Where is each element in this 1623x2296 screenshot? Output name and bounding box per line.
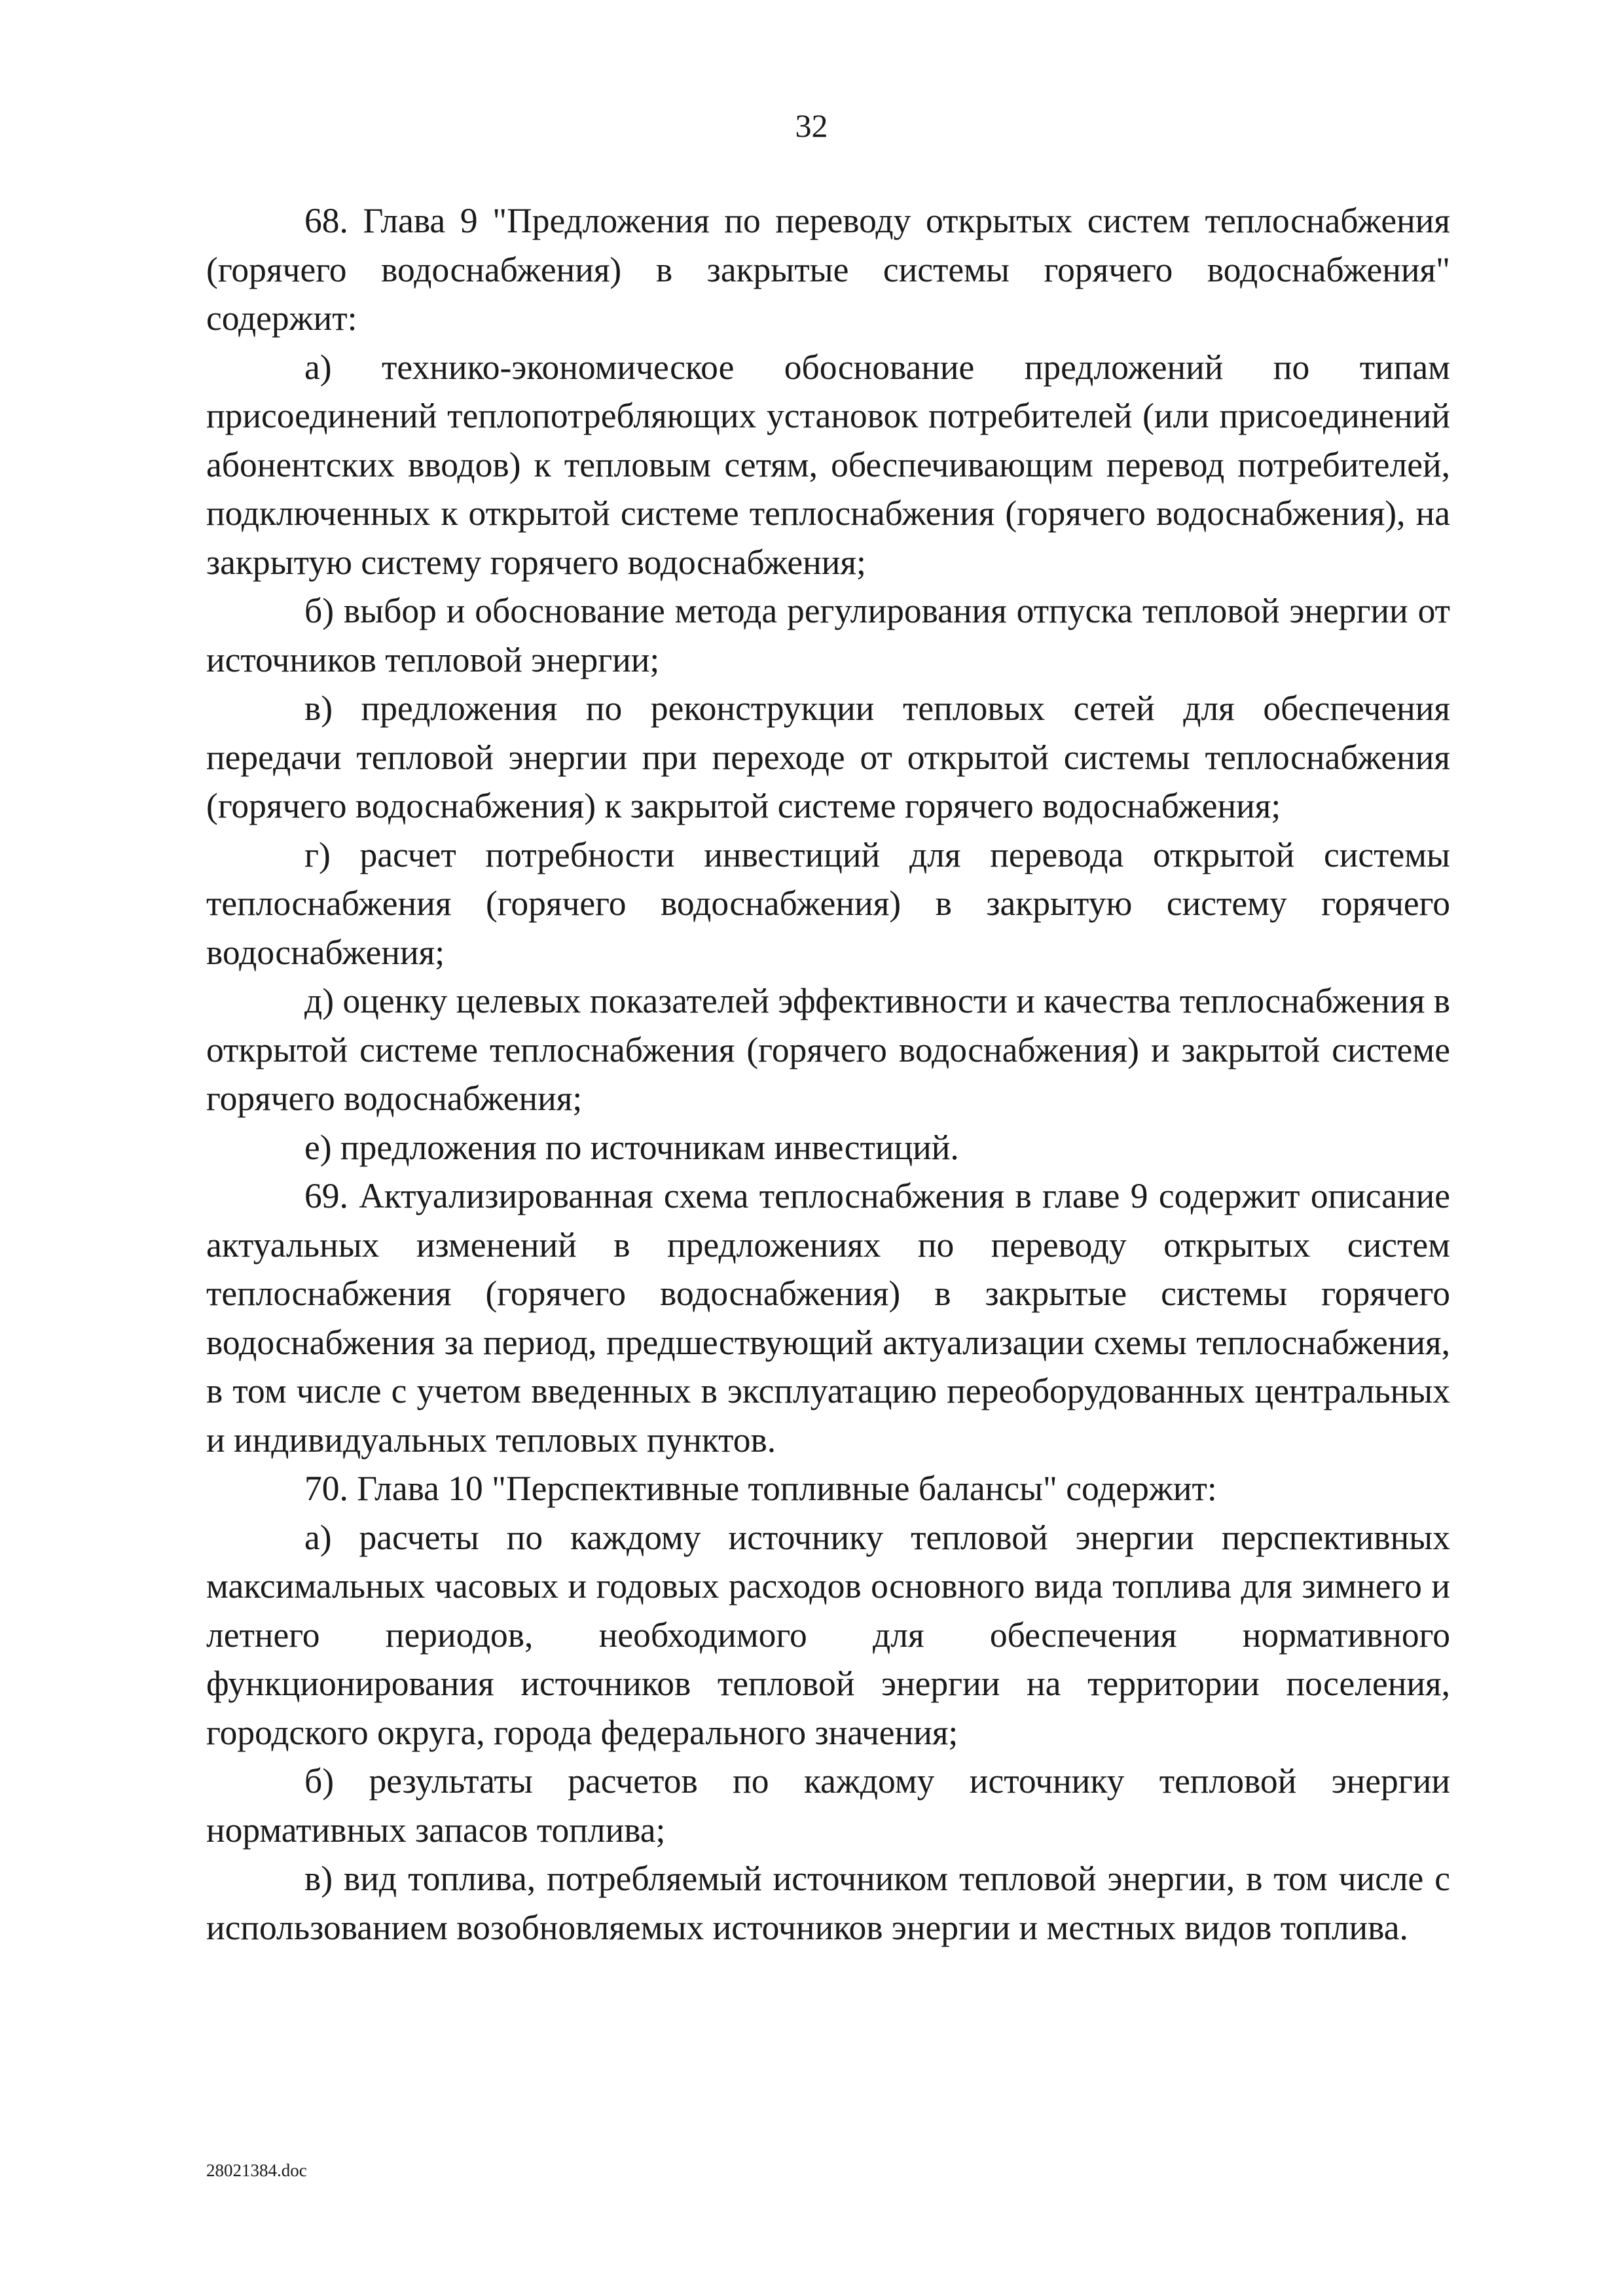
paragraph-68-v: в) предложения по реконструкции тепловых сетей для обеспечения передачи тепловой энергии при переходе от открытой системы теплоснабжения (горячего водоснабжения) к закрытой системе горячего водоснабжения;	[206, 689, 1450, 825]
paragraph-68: 68. Глава 9 "Предложения по переводу открытых систем теплоснабжения (горячего водоснабжения) в закрытые системы горячего водоснабжения" содержит:	[206, 201, 1450, 338]
paragraph-69: 69. Актуализированная схема теплоснабжения в главе 9 содержит описание актуальных изменений в предложениях по переводу открытых систем теплоснабжения (горячего водоснабжения) в закрытые системы горячего водоснабжения за период, предшествующий актуализации схемы теплоснабжения, в том числе с учетом введенных в эксплуатацию переоборудованных центральных и индивидуальных тепловых пунктов.	[206, 1176, 1450, 1460]
footer-file-name: 28021384.doc	[206, 2161, 307, 2180]
paragraph-70-b: б) результаты расчетов по каждому источнику тепловой энергии нормативных запасов топлива;	[206, 1761, 1450, 1850]
paragraph-70: 70. Глава 10 "Перспективные топливные балансы" содержит:	[304, 1469, 1217, 1508]
paragraph-68-d: д) оценку целевых показателей эффективности и качества теплоснабжения в открытой системе теплоснабжения (горячего водоснабжения) и закрытой системе горячего водоснабжения;	[206, 981, 1450, 1118]
paragraph-68-b: б) выбор и обоснование метода регулирования отпуска тепловой энергии от источников тепловой энергии;	[206, 591, 1450, 679]
page-number: 32	[795, 107, 828, 144]
paragraph-68-e: е) предложения по источникам инвестиций.	[304, 1127, 959, 1167]
document-body	[206, 196, 1450, 1952]
paragraph-68-g: г) расчет потребности инвестиций для перевода открытой системы теплоснабжения (горячего водоснабжения) в закрытую систему горячего водоснабжения;	[206, 834, 1450, 972]
paragraph-70-v: в) вид топлива, потребляемый источником тепловой энергии, в том числе с использованием возобновляемых источников энергии и местных видов топлива.	[206, 1859, 1450, 1947]
paragraph-68-a: а) технико-экономическое обоснование предложений по типам присоединений теплопотребляющих установок потребителей (или присоединений абонентских вводов) к тепловым сетям, обеспечивающим перевод потребителей, подключенных к открытой системе теплоснабжения (горячего водоснабжения), на закрытую систему горячего водоснабжения;	[206, 347, 1450, 582]
paragraph-70-a: а) расчеты по каждому источнику тепловой энергии перспективных максимальных часовых и годовых расходов основного вида топлива для зимнего и летнего периодов, необходимого для обеспечения нормативного функционирования источников тепловой энергии на территории поселения, городского округа, города федерального значения;	[206, 1517, 1450, 1752]
